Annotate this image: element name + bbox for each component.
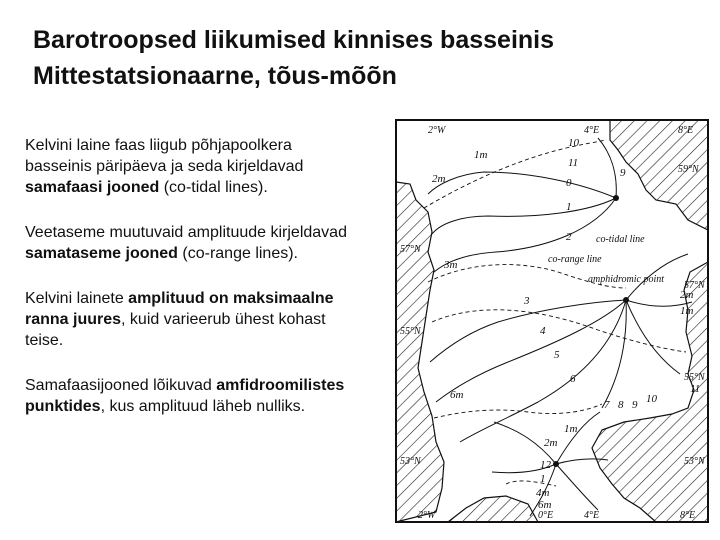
paragraph-bold: samataseme jooned — [25, 245, 178, 262]
amphidromic-point-north — [613, 195, 619, 201]
slide-title — [33, 22, 693, 94]
paragraph-text: Kelvini lainete — [25, 290, 129, 307]
label-2m-south: 2m — [544, 437, 558, 449]
body-text — [25, 135, 355, 441]
label-9: 9 — [632, 399, 638, 411]
label-3: 3 — [524, 295, 530, 307]
coord-top-left: 2°W — [428, 125, 446, 136]
title-line-2: Mittestatsionaarne, tõus-mõõn — [33, 62, 397, 90]
label-11-east: 11 — [690, 383, 701, 395]
label-6m-left: 6m — [450, 389, 464, 401]
label-10-east: 10 — [646, 393, 657, 405]
label-2: 2 — [566, 231, 572, 243]
label-2m-left: 2m — [432, 173, 446, 185]
label-co-tidal: co-tidal line — [596, 234, 645, 245]
paragraph-text: Samafaasijooned lõikuvad — [25, 377, 217, 394]
coord-top-right: 8°E — [678, 125, 694, 136]
label-11: 11 — [568, 157, 579, 169]
paragraph-text: , kuid varieerub ühest kohast teise. — [25, 311, 326, 349]
coord-right-53: 53°N — [684, 456, 705, 467]
label-12: 12 — [540, 459, 551, 471]
label-1m-south: 1m — [564, 423, 578, 435]
coord-bottom-right: 8°E — [680, 510, 696, 521]
label-amphidromic: amphidromic point — [588, 274, 665, 285]
paragraph-amplitude — [25, 288, 355, 351]
paragraph-text: (co-range lines). — [177, 245, 298, 262]
coord-right-55: 55°N — [684, 372, 705, 383]
paragraph-bold: amplituud on maksimaalne ranna juures — [25, 290, 334, 328]
label-4m-south: 4m — [536, 487, 550, 499]
coord-left-57: 57°N — [400, 244, 421, 255]
coord-bottom-left: 2°W — [418, 510, 436, 521]
coord-top-mid: 4°E — [584, 125, 600, 136]
amphidromic-point-south — [553, 461, 559, 467]
label-3m: 3m — [444, 259, 458, 271]
coord-right-57: 57°N — [684, 280, 705, 291]
paragraph-amphidromic — [25, 375, 355, 417]
label-6m-south: 6m — [538, 499, 552, 511]
paragraph-bold: amfidroomilistes punktides — [25, 377, 345, 415]
label-4: 4 — [540, 325, 546, 337]
paragraph-text: Veetaseme muutuvaid amplituude kirjeldavad — [25, 224, 347, 241]
paragraph-co-range — [25, 222, 355, 264]
coord-right-59: 59°N — [678, 164, 699, 175]
label-2m-east: 2m — [680, 289, 694, 301]
label-10: 10 — [568, 137, 579, 149]
amphidromic-point-central — [623, 297, 629, 303]
coord-bottom-mid1: 0°E — [538, 510, 554, 521]
coord-left-53: 53°N — [400, 456, 421, 467]
label-co-range: co-range line — [548, 254, 602, 265]
label-7: 7 — [604, 399, 610, 411]
label-8: 8 — [618, 399, 624, 411]
label-1-south: 1 — [540, 473, 546, 485]
paragraph-bold: samafaasi jooned — [25, 179, 160, 196]
paragraph-kelvin-phase — [25, 135, 355, 198]
label-6: 6 — [570, 373, 576, 385]
title-line-1: Barotroopsed liikumised kinnises basseinis — [33, 26, 555, 54]
coord-bottom-mid2: 4°E — [584, 510, 600, 521]
label-9-north: 9 — [620, 167, 626, 179]
paragraph-text: , kus amplituud läheb nulliks. — [100, 398, 306, 415]
label-5: 5 — [554, 349, 560, 361]
label-1: 1 — [566, 201, 572, 213]
label-1m-east: 1m — [680, 305, 694, 317]
label-0: 0 — [566, 177, 572, 189]
north-sea-tidal-map — [388, 112, 716, 530]
paragraph-text: (co-tidal lines). — [159, 179, 268, 196]
paragraph-text: Kelvini laine faas liigub põhjapoolkera basseinis päripäeva ja seda kirjeldavad — [25, 137, 304, 175]
label-1m-top: 1m — [474, 149, 488, 161]
coord-left-55: 55°N — [400, 326, 421, 337]
